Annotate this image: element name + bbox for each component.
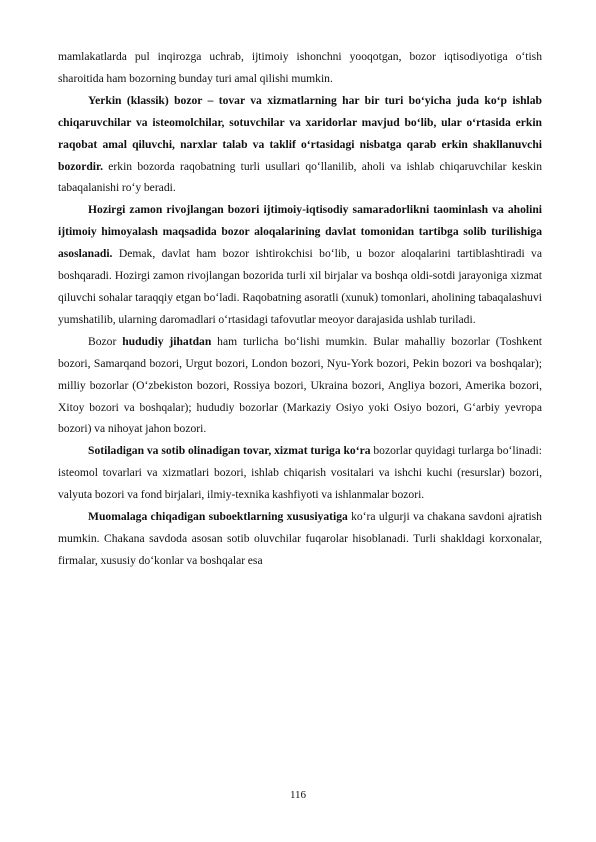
text-run: bozorlar quyidagi turlarga boʻlinadi: isteomol tovarlari va xizmatlari bozori, ishlab chiqarish vositalari va ishchi kuchi (resurslar) bozori, valyuta bozori va fond birjalari, ilmiy-texnika kashfiyoti va ishlanmalar bozori. [58,444,542,502]
paragraph-3 [58,331,542,441]
document-page [58,46,542,572]
page-number: 116 [289,789,307,801]
text-run: erkin bozorda raqobatning turli usullari qoʻllanilib, aholi va ishlab chiqaruvchilar keskin tabaqalanishi roʻy beradi. [58,159,542,195]
bold-text-run: Sotiladigan va sotib olinadigan tovar, xizmat turiga koʻra [88,444,371,458]
text-run: mamlakatlarda pul inqirozga uchrab, ijtimoiy ishonchni yooqotgan, bozor iqtisodiyotiga oʻtish sharoitida ham bozorning bunday turi amal qilishi mumkin. [58,50,542,85]
text-run: Demak, davlat ham bozor ishtirokchisi boʻlib, u bozor aloqalarini tartiblashtiradi va boshqaradi. Hozirgi zamon rivojlangan bozorida turli xil birjalar va boshqa oldi-sotdi jarayoniga xizmat qiluvchi sohalar taraqqiy etgan boʻladi. Raqobatning asoratli (xunuk) tomonlari, aholining tabaqalashuvi yumshatilib, ularning daromadlari oʻrtasidagi tafovutlar meoyor darajasida ushlab turiladi. [58,247,542,326]
bold-text-run: Muomalaga chiqadigan suboektlarning xususiyatiga [88,510,348,524]
bold-text-run: Hozirgi zamon rivojlangan bozori ijtimoiy-iqtisodiy samaradorlikni taominlash va aholini ijtimoiy himoyalash maqsadida bozor aloqalarining davlat tomonidan tartibga solib turilishiga asoslanadi. [58,203,542,261]
paragraph-4 [58,440,542,506]
text-run: ham turlicha boʻlishi mumkin. Bular mahalliy bozorlar (Toshkent bozori, Samarqand bozori, Urgut bozori, London bozori, Nyu-York bozori, Pekin bozori va boshqalar); milliy bozorlar (Oʻzbekiston bozori, Rossiya bozori, Ukraina bozori, Angliya bozori, Amerika bozori, Xitoy bozori va boshqalar); hududiy bozorlar (Markaziy Osiyo yoki Osiyo bozori, Gʻarbiy yevropa bozori) va nihoyat jahon bozori. [58,334,542,436]
text-run: Bozor [88,334,123,348]
paragraph-1 [58,90,542,200]
paragraph-2 [58,199,542,330]
paragraph-0 [58,46,542,90]
paragraph-5 [58,506,542,572]
bold-text-run: hududiy jihatdan [122,334,212,348]
text-run: koʻra ulgurji va chakana savdoni ajratish mumkin. Chakana savdoda asosan sotib oluvchilar fuqarolar hisoblanadi. Turli shakldagi korxonalar, firmalar, xususiy doʻkonlar va boshqalar esa [58,510,542,567]
bold-text-run: Yerkin (klassik) bozor – tovar va xizmatlarning har bir turi boʻyicha juda koʻp ishlab chiqaruvchilar va isteomolchilar, sotuvchilar va xaridorlar mavjud boʻlib, ular oʻrtasida erkin raqobat amal qiluvchi, narxlar talab va taklif oʻrtasidagi nisbatga qarab erkin shakllanuvchi bozordir. [58,93,542,173]
